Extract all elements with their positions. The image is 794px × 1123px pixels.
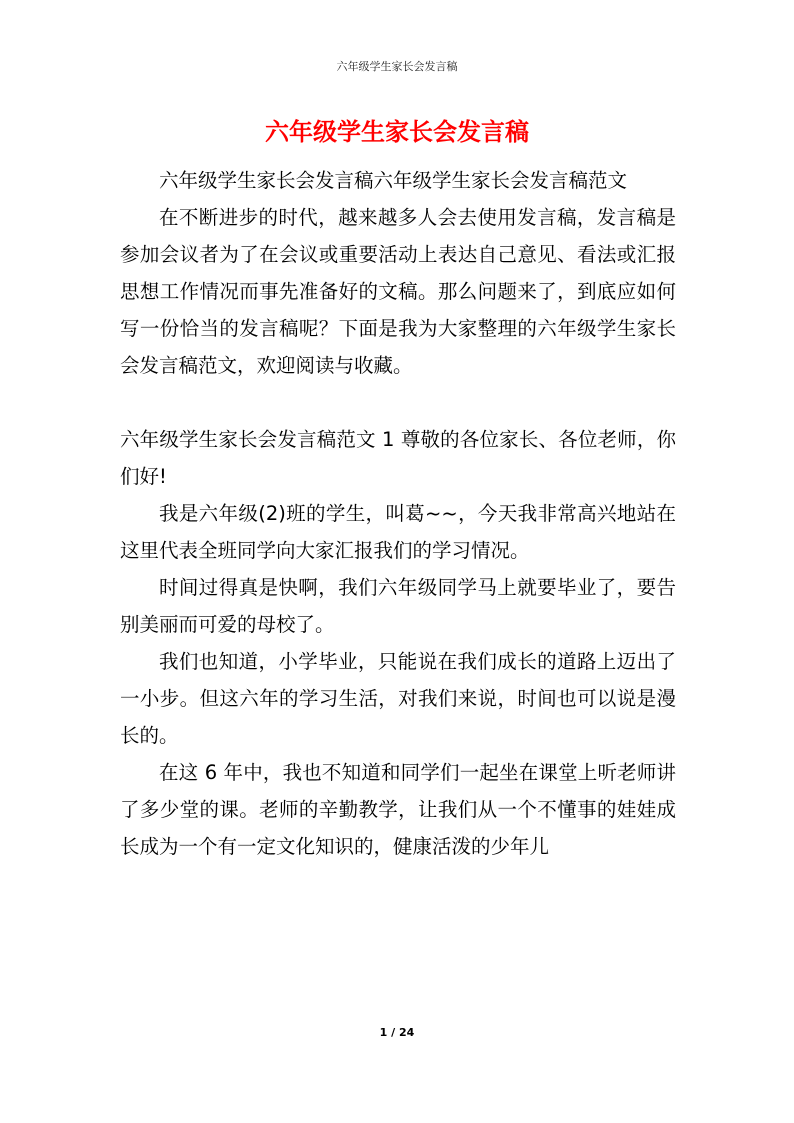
page-number: 1 / 24	[379, 1026, 415, 1039]
paragraph-intro: 在不断进步的时代，越来越多人会去使用发言稿，发言稿是参加会议者为了在会议或重要活动上表达自己意见、看法或汇报思想工作情况而事先准备好的文稿。那么问题来了，到底应如何写一份恰当的发言稿呢？下面是我为大家整理的六年级学生家长会发言稿范文，欢迎阅读与收藏。	[120, 206, 676, 377]
paragraph-six-years: 在这 6 年中，我也不知道和同学们一起坐在课堂上听老师讲了多少堂的课。老师的辛勤教学，让我们从一个不懂事的娃娃成长成为一个有一定文化知识的，健康活泼的少年儿	[120, 761, 676, 858]
running-header: 六年级学生家长会发言稿	[336, 60, 458, 73]
paragraph-self-intro: 我是六年级(2)班的学生，叫葛~~，今天我非常高兴地站在这里代表全班同学向大家汇报我们的学习情况。	[120, 502, 676, 562]
document-title: 六年级学生家长会发言稿	[265, 118, 529, 146]
document-body	[120, 162, 676, 865]
paragraph-small-step: 我们也知道，小学毕业，只能说在我们成长的道路上迈出了一小步。但这六年的学习生活，对我们来说，时间也可以说是漫长的。	[120, 650, 676, 747]
paragraph-graduation: 时间过得真是快啊，我们六年级同学马上就要毕业了，要告别美丽而可爱的母校了。	[120, 576, 676, 636]
paragraph-title-repeat: 六年级学生家长会发言稿六年级学生家长会发言稿范文	[159, 169, 628, 192]
paragraph-greeting: 六年级学生家长会发言稿范文 1 尊敬的各位家长、各位老师，你们好!	[120, 428, 676, 488]
